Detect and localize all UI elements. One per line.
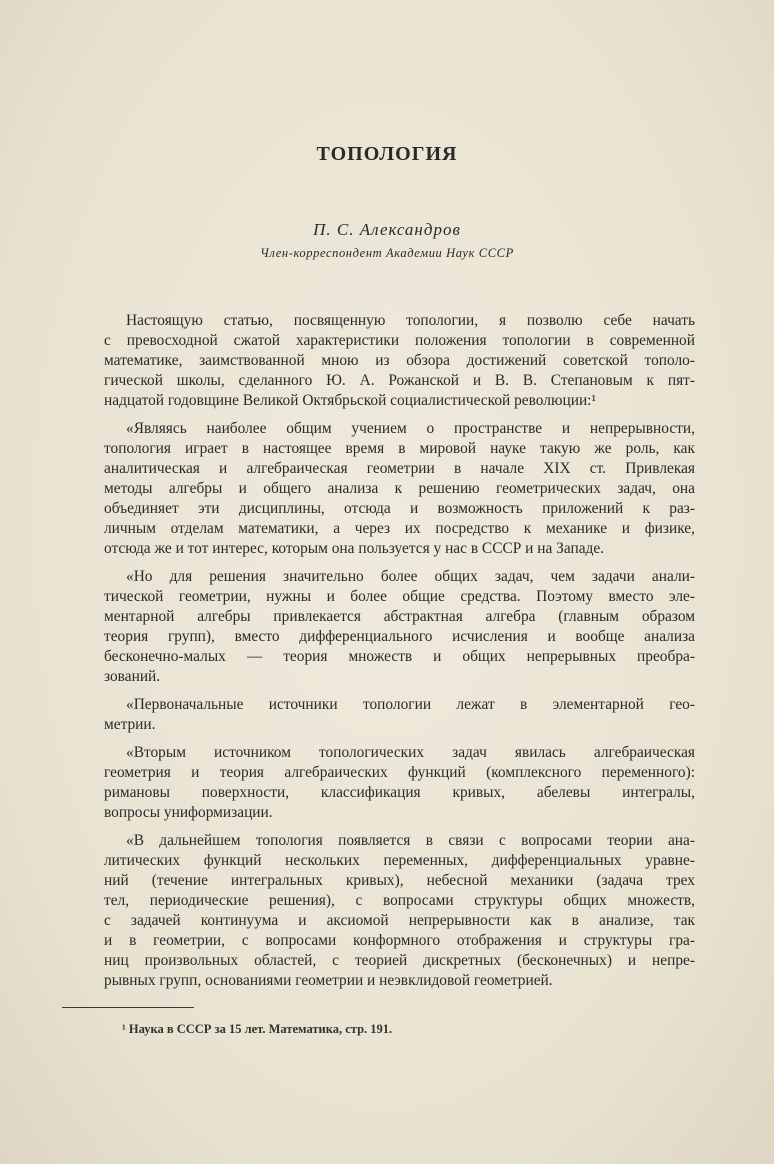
text-line: «Вторым источником топологических задач явилась алгебраическая [126, 744, 695, 761]
text-line: «В дальнейшем топология появляется в связи с вопросами теории ана- [126, 832, 695, 849]
text-line: с превосходной сжатой характеристики положения топологии в современной [104, 332, 695, 349]
paragraph [104, 831, 695, 991]
footnote: ¹ Наука в СССР за 15 лет. Математика, стр. 191. [122, 1022, 393, 1036]
text-line: Настоящую статью, посвященную топологии, я позволю себе начать [126, 312, 695, 329]
text-line: вопросы униформизации. [104, 804, 273, 821]
text-line: и в геометрии, с вопросами конформного отображения и структуры гра- [104, 932, 695, 949]
article-title: ТОПОЛОГИЯ [316, 143, 458, 165]
text-line: ний (течение интегральных кривых), небесной механики (задача трех [104, 872, 695, 889]
paragraph [104, 695, 695, 735]
text-line: математике, заимствованной мною из обзора достижений советской тополо- [104, 352, 695, 369]
text-line: рывных групп, основаниями геометрии и неэвклидовой геометрией. [104, 972, 553, 989]
text-line: «Первоначальные источники топологии лежат в элементарной гео- [126, 696, 695, 713]
text-line: надцатой годовщине Великой Октябрьской социалистической революции:¹ [104, 392, 597, 409]
author-name: П. С. Александров [313, 220, 461, 239]
text-line: геометрия и теория алгебраических функций (комплексного переменного): [104, 764, 695, 781]
paragraph [104, 567, 695, 687]
paragraph [104, 419, 695, 559]
text-line: зований. [104, 668, 161, 685]
author-affiliation: Член-корреспондент Академии Наук СССР [260, 246, 514, 260]
paragraph [104, 743, 695, 823]
text-line: отсюда же и тот интерес, которым она пользуется у нас в СССР и на Западе. [104, 540, 605, 557]
text-line: методы алгебры и общего анализа к решению геометрических задач, она [104, 480, 695, 497]
text-line: личным отделам математики, а через их посредство к механике и физике, [104, 520, 695, 537]
text-line: ниц произвольных областей, с теорией дискретных (бесконечных) и непре- [104, 952, 695, 969]
text-line: объединяет эти дисциплины, отсюда и возможность приложений к раз- [104, 500, 695, 517]
text-line: литических функций нескольких переменных, дифференциальных уравне- [104, 852, 695, 869]
text-line: с задачей континуума и аксиомой непрерывности как в анализе, так [104, 912, 695, 929]
text-line: ментарной алгебры привлекается абстрактная алгебра (главным образом [104, 608, 695, 625]
text-line: тической геометрии, нужны и более общие средства. Поэтому вместо эле- [104, 588, 695, 605]
text-line: гической школы, сделанного Ю. А. Рожанской и В. В. Степановым к пят- [104, 372, 695, 389]
text-line: топология играет в настоящее время в мировой науке такую же роль, как [104, 440, 695, 457]
text-line: аналитическая и алгебраическая геометрии в начале XIX ст. Привлекая [104, 460, 695, 477]
text-line: тел, периодические решения), с вопросами структуры общих множеств, [104, 892, 695, 909]
paragraph [104, 311, 695, 411]
footnote-divider [62, 1007, 194, 1008]
text-line: метрии. [104, 716, 156, 733]
text-line: теория групп), вместо дифференциального исчисления и вообще анализа [104, 628, 695, 645]
text-line: бесконечно-малых — теория множеств и общих непрерывных преобра- [104, 648, 695, 665]
article-body [104, 311, 695, 991]
text-line: «Являясь наиболее общим учением о пространстве и непрерывности, [126, 420, 695, 437]
text-line: «Но для решения значительно более общих задач, чем задачи анали- [126, 568, 695, 585]
text-line: римановы поверхности, классификация кривых, абелевы интегралы, [104, 784, 695, 801]
